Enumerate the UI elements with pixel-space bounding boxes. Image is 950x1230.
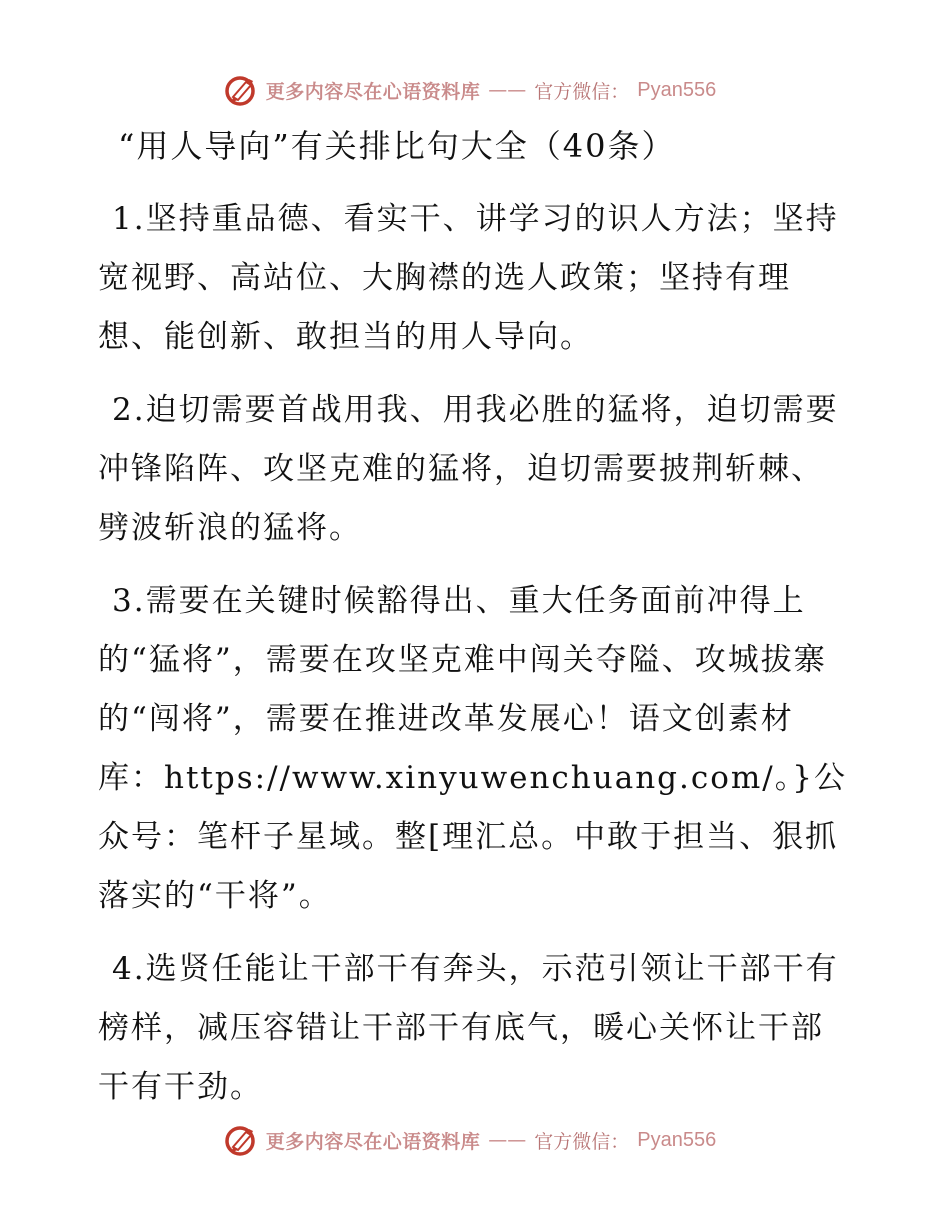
banner-wechat-label: 官方微信： [534,80,630,103]
banner-content [224,1123,717,1157]
document-title: “用人导向”有关排比句大全（40条） [118,127,676,165]
paragraph-2: 2.迫切需要首战用我、用我必胜的猛将，迫切需要冲锋陷阵、攻坚克难的猛将，迫切需要披荆斩棘、劈波斩浪的猛将。 [98,392,839,546]
banner-dash: —— [488,1129,527,1151]
banner-text: 更多内容尽在心语资料库 [265,80,481,103]
banner-dash: —— [488,79,527,101]
paragraph-1: 1.坚持重品德、看实干、讲学习的识人方法；坚持宽视野、高站位、大胸襟的选人政策；坚持有理想、能创新、敢担当的用人导向。 [98,201,839,355]
banner-wechat-id: Pyan556 [637,78,717,101]
footer-banner [0,1120,950,1160]
paragraph-3: 3.需要在关键时候豁得出、重大任务面前冲得上的“猛将”，需要在攻坚克难中闯关夺隘、攻城拔寨的“闯将”，需要在推进改革发展心！语文创素材库：https://www.xinyuwenchuang.com/。}公众号：笔杆子星域。整[理汇总。中敢于担当、狠抓落实的“干将”。 [98,583,847,914]
document-body [98,190,850,1131]
header-banner [0,70,950,110]
pen-in-circle-logo-icon [224,1123,258,1157]
banner-wechat-label: 官方微信： [534,1130,630,1153]
banner-content [224,73,717,107]
pen-in-circle-logo-icon [224,73,258,107]
paragraph-4: 4.选贤任能让干部干有奔头，示范引领让干部干有榜样，减压容错让干部干有底气，暖心关怀让干部干有干劲。 [98,951,839,1105]
banner-wechat-id: Pyan556 [637,1128,717,1151]
banner-text: 更多内容尽在心语资料库 [265,1130,481,1153]
